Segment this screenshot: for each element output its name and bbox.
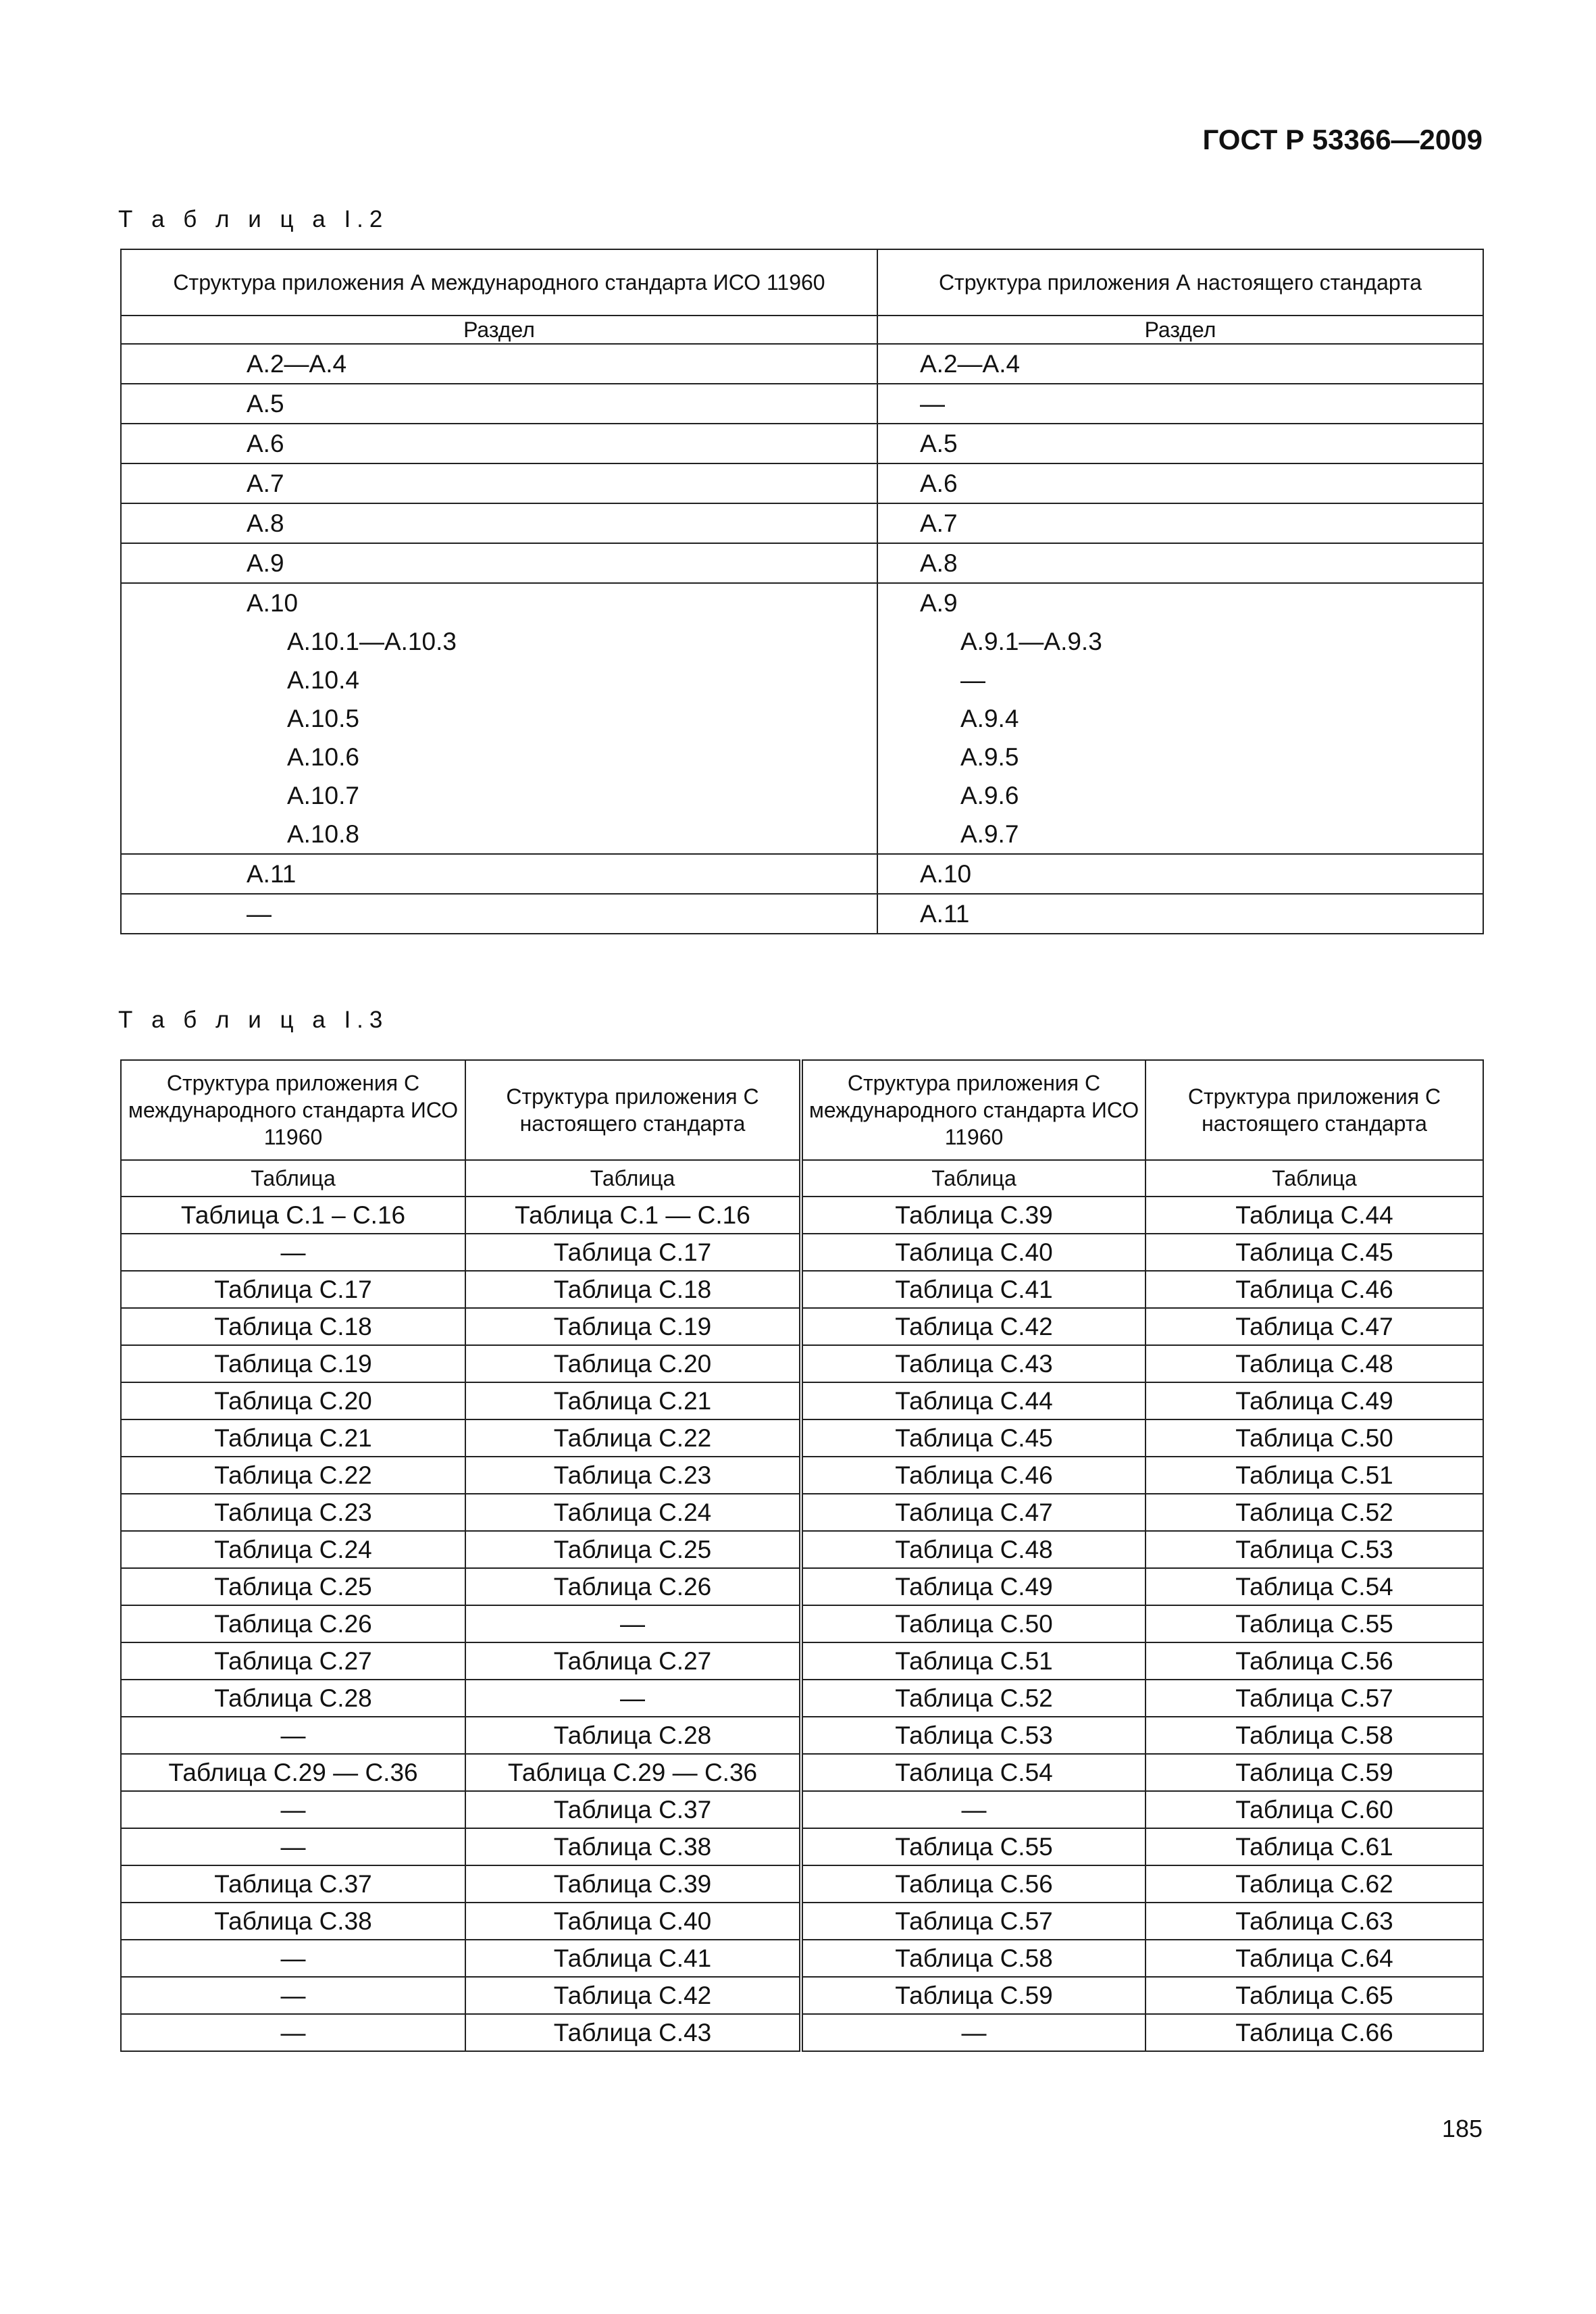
table-3-cell: Таблица С.54 [1145,1568,1483,1605]
table-row [121,1457,1483,1494]
subsection-label: А.9.5 [960,743,1019,771]
table-2-cell-iso [121,503,877,543]
table-2-cell-standard [877,894,1483,934]
table-2-cell-standard [877,583,1483,854]
table-3-cell: — [465,1680,801,1717]
table-3-cell: Таблица С.58 [801,1940,1145,1977]
section-label: — [247,900,272,928]
section-label: А.9 [920,589,958,617]
table-row [121,1531,1483,1568]
table-row [121,1494,1483,1531]
table-3-cell: Таблица С.60 [1145,1791,1483,1828]
table-row [121,1940,1483,1977]
table-3-cell: Таблица С.43 [801,1345,1145,1382]
table-3-cell: Таблица С.22 [465,1419,801,1457]
table-2-caption: Т а б л и ц а I.2 [118,206,389,232]
table-3-cell: — [121,1828,465,1865]
table-3-cell: — [121,1234,465,1271]
table-3-cell: Таблица С.41 [801,1271,1145,1308]
table-3-cell: Таблица С.42 [801,1308,1145,1345]
table-3-header-3: Структура приложения С международного стандарта ИСО 11960 [801,1060,1145,1160]
table-3-cell: Таблица С.21 [465,1382,801,1419]
section-label: А.8 [920,549,958,577]
table-row [121,384,1483,424]
table-2-sub-header-2: Раздел [877,316,1483,344]
table-3-cell: Таблица С.51 [801,1642,1145,1680]
table-3-cell: Таблица С.56 [801,1865,1145,1903]
table-2-cell-standard [877,344,1483,384]
table-3-cell: Таблица С.23 [121,1494,465,1531]
table-3-cell: Таблица С.38 [465,1828,801,1865]
table-3-header-1: Структура приложения С международного стандарта ИСО 11960 [121,1060,465,1160]
table-3-cell: Таблица С.28 [121,1680,465,1717]
table-3-cell: Таблица С.25 [465,1531,801,1568]
table-3-cell: Таблица С.22 [121,1457,465,1494]
table-3-cell: Таблица С.17 [465,1234,801,1271]
table-2-cell-standard [877,424,1483,463]
table-row [121,463,1483,503]
section-label: А.7 [247,470,284,497]
table-row [121,424,1483,463]
table-row [121,1903,1483,1940]
subsection-label: А.10.5 [287,705,359,732]
table-3-caption: Т а б л и ц а I.3 [118,1007,389,1033]
table-3-cell: Таблица С.44 [1145,1197,1483,1234]
table-3-cell: Таблица С.64 [1145,1940,1483,1977]
section-label: А.2—А.4 [920,350,1021,378]
table-3-cell: Таблица С.20 [121,1382,465,1419]
table-3-cell: Таблица С.51 [1145,1457,1483,1494]
subsection-label: А.9.7 [960,820,1019,848]
table-3-cell: Таблица С.59 [1145,1754,1483,1791]
table-3 [120,1059,1484,2052]
table-3-cell: Таблица С.61 [1145,1828,1483,1865]
table-3-cell: — [801,1791,1145,1828]
table-row [121,1345,1483,1382]
table-3-cell: Таблица С.48 [1145,1345,1483,1382]
section-label: А.10 [920,860,972,888]
table-3-cell: Таблица С.17 [121,1271,465,1308]
section-label: А.10 [247,589,299,617]
table-row [121,1977,1483,2014]
table-3-cell: Таблица С.25 [121,1568,465,1605]
table-3-cell: Таблица С.37 [121,1865,465,1903]
table-3-cell: Таблица С.19 [121,1345,465,1382]
table-3-cell: Таблица С.45 [801,1419,1145,1457]
table-3-cell: — [465,1605,801,1642]
section-label: А.6 [247,430,284,457]
table-3-cell: Таблица С.55 [1145,1605,1483,1642]
table-3-cell: Таблица С.48 [801,1531,1145,1568]
table-3-cell: Таблица С.19 [465,1308,801,1345]
table-3-cell: Таблица С.44 [801,1382,1145,1419]
table-3-sub-header-1: Таблица [121,1160,465,1197]
table-3-cell: Таблица С.58 [1145,1717,1483,1754]
section-label: А.11 [247,860,297,888]
table-3-cell: Таблица С.62 [1145,1865,1483,1903]
table-3-cell: — [801,2014,1145,2051]
section-label: А.9 [247,549,284,577]
table-3-cell: Таблица С.37 [465,1791,801,1828]
subsection-label: А.10.1—А.10.3 [287,628,457,655]
table-3-cell: Таблица С.63 [1145,1903,1483,1940]
table-3-cell: Таблица С.46 [801,1457,1145,1494]
section-label: А.11 [920,900,970,928]
table-2-cell-iso [121,583,877,854]
table-3-cell: Таблица С.29 — С.36 [121,1754,465,1791]
document-code: ГОСТ Р 53366—2009 [1202,124,1483,155]
table-row [121,1605,1483,1642]
table-3-cell: — [121,1977,465,2014]
table-3-cell: Таблица С.21 [121,1419,465,1457]
table-3-cell: Таблица С.56 [1145,1642,1483,1680]
table-row [121,1791,1483,1828]
table-3-cell: Таблица С.46 [1145,1271,1483,1308]
table-3-cell: Таблица С.26 [465,1568,801,1605]
table-2-body [121,344,1483,934]
table-row [121,2014,1483,2051]
table-row [121,344,1483,384]
table-3-cell: Таблица С.66 [1145,2014,1483,2051]
table-row [121,1680,1483,1717]
table-3-sub-header-2: Таблица [465,1160,801,1197]
table-3-cell: Таблица С.41 [465,1940,801,1977]
table-3-cell: Таблица С.1 — С.16 [465,1197,801,1234]
section-label: А.5 [247,390,284,418]
table-3-cell: — [121,1940,465,1977]
section-label: — [920,390,945,418]
table-3-header-2: Структура приложения С настоящего стандарта [465,1060,801,1160]
table-3-cell: Таблица С.39 [465,1865,801,1903]
table-3-cell: — [121,1791,465,1828]
table-3-cell: Таблица С.38 [121,1903,465,1940]
table-3-cell: Таблица С.18 [121,1308,465,1345]
table-3-cell: Таблица С.52 [801,1680,1145,1717]
table-3-cell: Таблица С.49 [1145,1382,1483,1419]
table-2-cell-iso [121,424,877,463]
table-row [121,1754,1483,1791]
table-row [121,1828,1483,1865]
table-3-cell: Таблица С.49 [801,1568,1145,1605]
table-3-cell: Таблица С.23 [465,1457,801,1494]
table-3-cell: Таблица С.65 [1145,1977,1483,2014]
table-3-cell: Таблица С.27 [121,1642,465,1680]
table-3-cell: Таблица С.57 [1145,1680,1483,1717]
table-2-cell-standard [877,543,1483,583]
table-row [121,1642,1483,1680]
table-3-cell: Таблица С.50 [1145,1419,1483,1457]
table-row [121,1717,1483,1754]
table-3-cell: Таблица С.57 [801,1903,1145,1940]
table-3-cell: Таблица С.54 [801,1754,1145,1791]
table-3-cell: Таблица С.40 [465,1903,801,1940]
table-3-sub-header-4: Таблица [1145,1160,1483,1197]
table-3-cell: Таблица С.42 [465,1977,801,2014]
table-row [121,854,1483,894]
table-3-cell: Таблица С.53 [801,1717,1145,1754]
table-3-cell: Таблица С.39 [801,1197,1145,1234]
table-row [121,1419,1483,1457]
table-row [121,1197,1483,1234]
table-3-sub-header-3: Таблица [801,1160,1145,1197]
section-label: А.5 [920,430,958,457]
table-row [121,1568,1483,1605]
table-3-cell: Таблица С.53 [1145,1531,1483,1568]
subsection-label: А.9.1—А.9.3 [960,628,1102,655]
section-label: А.7 [920,509,958,537]
table-2-sub-header-1: Раздел [121,316,877,344]
table-2-cell-iso [121,854,877,894]
subsection-label: А.10.4 [287,666,359,694]
table-3-cell: Таблица С.55 [801,1828,1145,1865]
table-3-cell: Таблица С.28 [465,1717,801,1754]
table-2-cell-standard [877,384,1483,424]
table-3-cell: Таблица С.27 [465,1642,801,1680]
table-3-cell: Таблица С.47 [1145,1308,1483,1345]
table-3-cell: Таблица С.52 [1145,1494,1483,1531]
table-3-body [121,1197,1483,2051]
table-3-cell: Таблица С.20 [465,1345,801,1382]
table-3-cell: Таблица С.40 [801,1234,1145,1271]
table-3-header-4: Структура приложения С настоящего стандарта [1145,1060,1483,1160]
page-number: 185 [1441,2115,1483,2142]
table-row [121,1865,1483,1903]
table-row [121,1308,1483,1345]
table-2-cell-iso [121,894,877,934]
table-2-cell-iso [121,344,877,384]
table-3-cell: Таблица С.29 — С.36 [465,1754,801,1791]
table-3-cell: Таблица С.45 [1145,1234,1483,1271]
table-2-col1-header: Структура приложения А международного стандарта ИСО 11960 [121,249,877,316]
table-row [121,1234,1483,1271]
table-3-cell: Таблица С.18 [465,1271,801,1308]
table-3-cell: — [121,2014,465,2051]
table-row [121,1382,1483,1419]
table-3-cell: Таблица С.26 [121,1605,465,1642]
subsection-label: — [960,666,985,694]
section-label: А.2—А.4 [247,350,347,378]
subsection-label: А.10.7 [287,782,359,809]
table-2-col2-header: Структура приложения А настоящего стандарта [877,249,1483,316]
table-3-cell: Таблица С.47 [801,1494,1145,1531]
table-2-cell-standard [877,463,1483,503]
table-2-cell-standard [877,854,1483,894]
table-3-cell: Таблица С.43 [465,2014,801,2051]
subsection-label: А.10.6 [287,743,359,771]
table-3-cell: Таблица С.50 [801,1605,1145,1642]
subsection-label: А.9.4 [960,705,1019,732]
subsection-label: А.9.6 [960,782,1019,809]
subsection-label: А.10.8 [287,820,359,848]
table-row [121,1271,1483,1308]
table-row [121,543,1483,583]
table-2-cell-standard [877,503,1483,543]
table-3-cell: Таблица С.59 [801,1977,1145,2014]
table-2 [120,249,1484,934]
section-label: А.8 [247,509,284,537]
table-2-cell-iso [121,463,877,503]
table-3-cell: Таблица С.1 – С.16 [121,1197,465,1234]
table-3-cell: Таблица С.24 [465,1494,801,1531]
table-2-cell-iso [121,543,877,583]
table-3-cell: — [121,1717,465,1754]
table-3-cell: Таблица С.24 [121,1531,465,1568]
table-row [121,894,1483,934]
section-label: А.6 [920,470,958,497]
table-2-cell-iso [121,384,877,424]
table-row [121,583,1483,854]
table-row [121,503,1483,543]
